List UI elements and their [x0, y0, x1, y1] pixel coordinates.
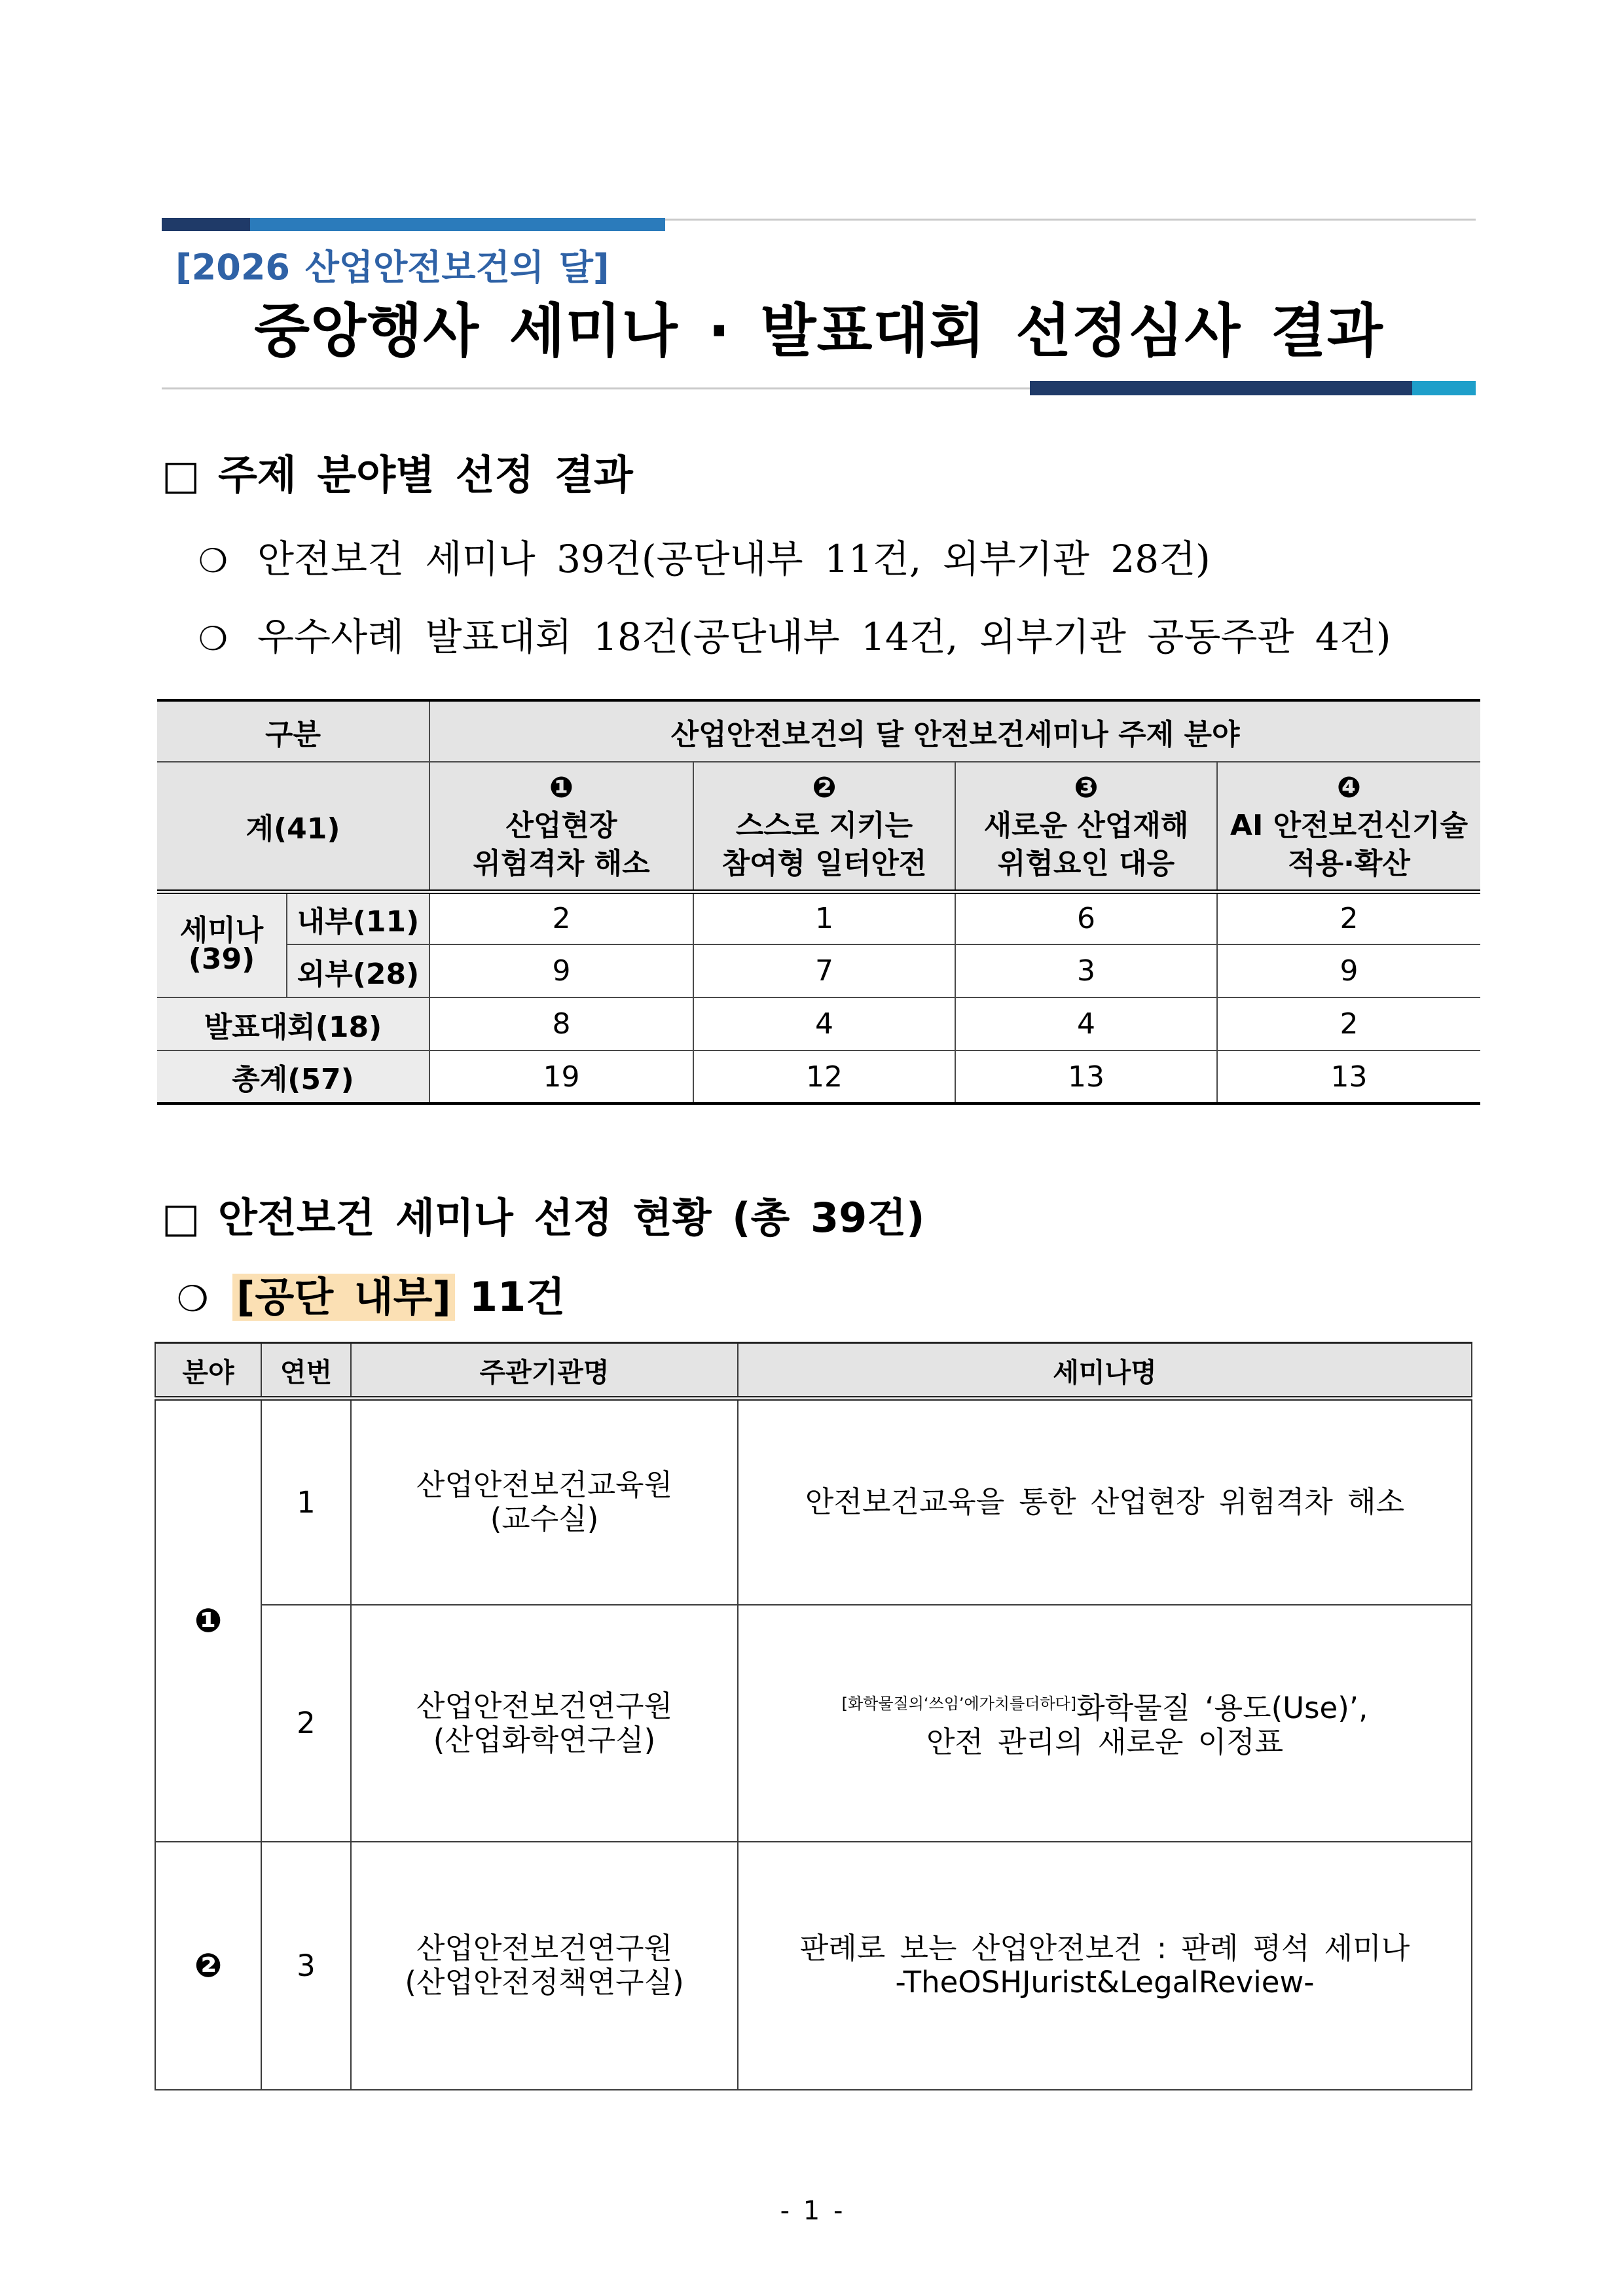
org-cell — [351, 1605, 738, 1842]
field-group-header: 산업안전보건의 달 안전보건세미나 주제 분야 — [429, 700, 1480, 762]
seminar-title-line1: 판례로 보는 산업안전보건 : 판례 평석 세미나 — [799, 1931, 1410, 1965]
subheading-internal — [177, 1274, 565, 1323]
row-number: 1 — [261, 1399, 351, 1605]
count-label: 11건 — [469, 1273, 565, 1321]
field-2-line1: 스스로 지키는 — [735, 808, 913, 842]
header-field: 분야 — [155, 1343, 261, 1399]
bullet-contest-summary — [198, 613, 1391, 662]
bullet-seminar-summary — [198, 535, 1211, 584]
table-cell: 9 — [429, 944, 693, 997]
title-cell — [738, 1605, 1472, 1842]
circle-bullet-icon: ❍ — [198, 542, 228, 580]
org-unit: (교수실) — [490, 1501, 599, 1537]
table-cell: 3 — [955, 944, 1217, 997]
section-heading-seminar-status — [162, 1194, 924, 1242]
table-cell: 2 — [1217, 997, 1480, 1050]
header-title: 세미나명 — [738, 1343, 1472, 1399]
table-cell: 13 — [1217, 1050, 1480, 1103]
org-name: 산업안전보건연구원 — [416, 1931, 673, 1965]
table-cell: 8 — [429, 997, 693, 1050]
field-2-number: ❷ — [812, 770, 837, 804]
org-name: 산업안전보건교육원 — [416, 1467, 673, 1503]
table-cell: 2 — [1217, 891, 1480, 944]
square-bullet-icon: □ — [162, 1194, 200, 1242]
table-cell: 4 — [693, 997, 955, 1050]
field-header-1 — [429, 762, 693, 891]
seminar-title-line1: 화학물질 ‘용도(Use)’, — [1076, 1691, 1368, 1725]
row-label: 외부(28) — [287, 944, 429, 997]
seminar-title-tag: [화학물질의‘쓰임’에가치를더하다] — [841, 1695, 1077, 1713]
row-number: 2 — [261, 1605, 351, 1842]
table-header-row — [157, 700, 1480, 762]
row-label: 발표대회(18) — [157, 997, 429, 1050]
square-bullet-icon: □ — [162, 451, 200, 499]
header-org: 주관기관명 — [351, 1343, 738, 1399]
seminar-title-line2: 안전 관리의 새로운 이정표 — [926, 1725, 1284, 1759]
highlighted-label: [공단 내부] — [232, 1274, 455, 1321]
table-cell: 9 — [1217, 944, 1480, 997]
title-cell — [738, 1399, 1472, 1605]
section-heading-field-results — [162, 451, 633, 499]
field-1-line1: 산업현장 — [505, 808, 617, 842]
seminar-group-label — [157, 891, 287, 997]
section-heading-text: 안전보건 세미나 선정 현황 (총 39건) — [218, 1194, 925, 1242]
field-4-number: ❹ — [1336, 770, 1362, 804]
table-cell: 2 — [429, 891, 693, 944]
field-4-line1: AI 안전보건신기술 — [1230, 808, 1468, 842]
circle-bullet-icon: ❍ — [177, 1278, 209, 1319]
field-header-4 — [1217, 762, 1480, 891]
seminar-title-line1-wrap — [745, 1687, 1465, 1725]
table-cell: 6 — [955, 891, 1217, 944]
circle-bullet-icon: ❍ — [198, 620, 228, 658]
field-4-line2: 적용·확산 — [1288, 846, 1410, 880]
org-cell — [351, 1399, 738, 1605]
table-cell: 12 — [693, 1050, 955, 1103]
org-cell — [351, 1842, 738, 2090]
table-row — [157, 944, 1480, 997]
table-row — [155, 1399, 1472, 1605]
table-header-row — [157, 762, 1480, 891]
org-unit: (산업안전정책연구실) — [405, 1965, 684, 2000]
page-number: - 1 - — [780, 2196, 843, 2226]
row-label: 총계(57) — [157, 1050, 429, 1103]
org-name: 산업안전보건연구원 — [416, 1688, 673, 1723]
field-3-number: ❸ — [1074, 770, 1099, 804]
header-bottom-bar-teal — [1412, 381, 1476, 395]
field-3-line1: 새로운 산업재해 — [983, 808, 1189, 842]
field-1-number: ❶ — [549, 770, 574, 804]
table-row — [155, 1605, 1472, 1842]
header-no: 연번 — [261, 1343, 351, 1399]
row-label: 내부(11) — [287, 891, 429, 944]
table-cell: 1 — [693, 891, 955, 944]
bullet-text: 우수사례 발표대회 18건(공단내부 14건, 외부기관 공동주관 4건) — [257, 615, 1391, 659]
table-row — [155, 1842, 1472, 2090]
header-top-bar-blue — [250, 218, 665, 231]
corner-header: 구분 — [157, 700, 429, 762]
header-top-bar-navy — [162, 218, 250, 231]
page-title: 중앙행사 세미나 · 발표대회 선정심사 결과 — [254, 297, 1383, 365]
seminar-group-line1: 세미나 — [179, 914, 264, 948]
table-cell: 7 — [693, 944, 955, 997]
field-1-line2: 위험격차 해소 — [473, 846, 650, 880]
table-row-total — [157, 1050, 1480, 1103]
field-marker-1: ❶ — [155, 1399, 261, 1842]
seminar-group-line2: (39) — [188, 942, 255, 977]
field-header-2 — [693, 762, 955, 891]
field-header-3 — [955, 762, 1217, 891]
title-cell — [738, 1842, 1472, 2090]
section-heading-text: 주제 분야별 선정 결과 — [218, 451, 633, 499]
table-cell: 13 — [955, 1050, 1217, 1103]
field-marker-2: ❷ — [155, 1842, 261, 2090]
org-unit: (산업화학연구실) — [433, 1722, 656, 1757]
total-header: 계(41) — [157, 762, 429, 891]
table-header-row — [155, 1343, 1472, 1399]
table-cell: 4 — [955, 997, 1217, 1050]
field-2-line2: 참여형 일터안전 — [721, 846, 927, 880]
summary-table — [157, 699, 1480, 1105]
seminar-title-line1: 안전보건교육을 통한 산업현장 위험격차 해소 — [805, 1484, 1405, 1520]
header-bottom-bar-navy — [1030, 381, 1412, 395]
field-3-line2: 위험요인 대응 — [997, 846, 1175, 880]
seminar-table — [155, 1342, 1472, 2090]
table-cell: 19 — [429, 1050, 693, 1103]
table-row — [157, 891, 1480, 944]
row-number: 3 — [261, 1842, 351, 2090]
event-subtitle: [2026 산업안전보건의 달] — [175, 247, 610, 288]
bullet-text: 안전보건 세미나 39건(공단내부 11건, 외부기관 28건) — [257, 537, 1211, 581]
table-row — [157, 997, 1480, 1050]
seminar-title-line2: -TheOSHJurist&LegalReview- — [895, 1965, 1315, 2000]
